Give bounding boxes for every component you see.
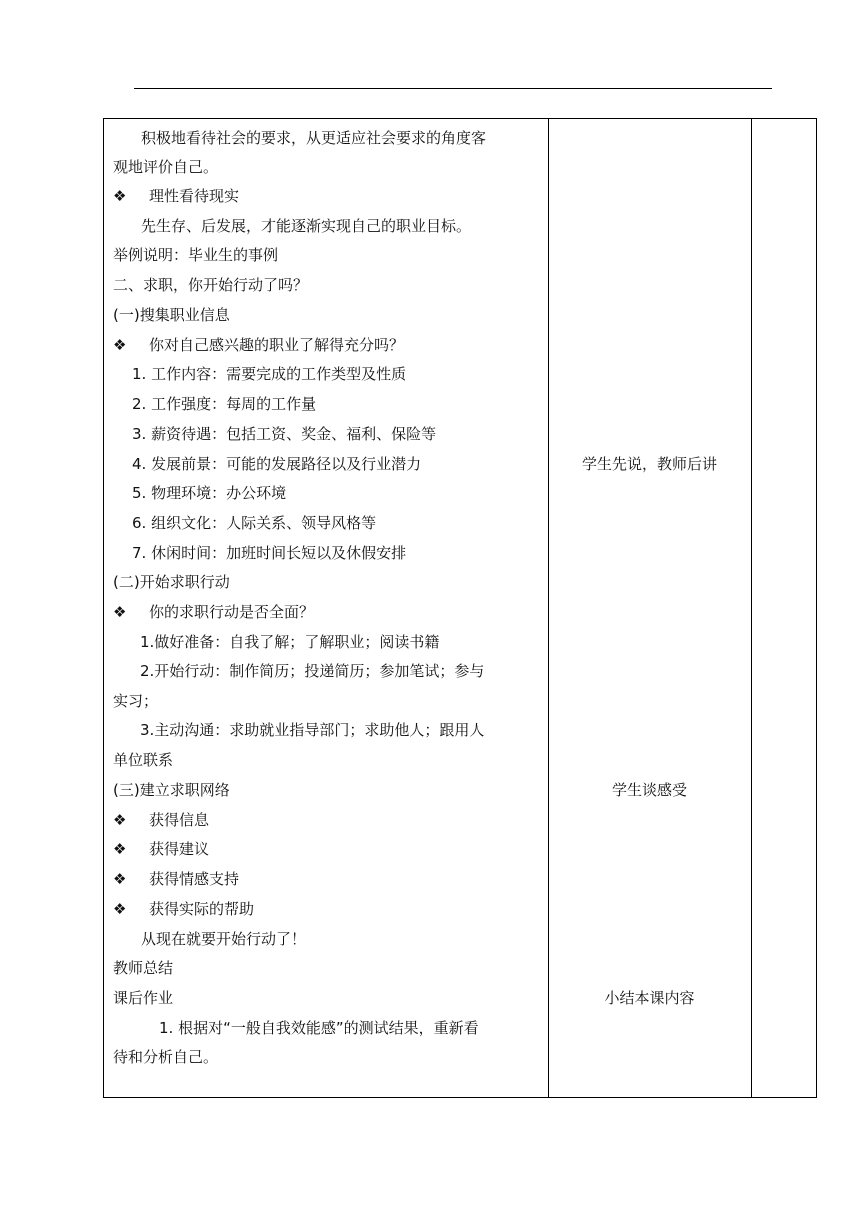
- text-line: 从现在就要开始行动了！: [141, 930, 307, 948]
- bullet-item: ❖ 获得实际的帮助: [113, 900, 255, 918]
- numbered-item: 4. 发展前景：可能的发展路径以及行业潜力: [132, 455, 422, 473]
- numbered-item: 1. 根据对“一般自我效能感”的测试结果，重新看: [159, 1019, 479, 1037]
- diamond-bullet-icon: ❖: [113, 187, 127, 205]
- text-line: 实习；: [113, 692, 159, 710]
- diamond-bullet-icon: ❖: [113, 840, 127, 858]
- bullet-item: ❖ 获得建议: [113, 840, 210, 858]
- subsection-heading: (一)搜集职业信息: [113, 306, 230, 324]
- diamond-bullet-icon: ❖: [113, 603, 127, 621]
- numbered-item: 6. 组织文化：人际关系、领导风格等: [132, 514, 377, 532]
- section-heading: 二、求职，你开始行动了吗？: [113, 276, 309, 294]
- bullet-item: ❖ 获得情感支持: [113, 870, 240, 888]
- header-rule: [134, 88, 772, 89]
- text-line: 待和分析自己。: [113, 1048, 219, 1066]
- numbered-item: 1.做好准备：自我了解；了解职业；阅读书籍: [140, 633, 440, 651]
- text-line: 积极地看待社会的要求，从更适应社会要求的角度客: [141, 129, 487, 147]
- text-line: 先生存、后发展，才能逐渐实现自己的职业目标。: [141, 217, 472, 235]
- teaching-method-note: 学生谈感受: [611, 781, 687, 799]
- numbered-item: 1. 工作内容：需要完成的工作类型及性质: [132, 365, 407, 383]
- text-line: 课后作业: [113, 989, 174, 1007]
- bullet-item: ❖ 理性看待现实: [113, 187, 240, 205]
- text-line: 教师总结: [113, 959, 174, 977]
- column-divider: [548, 119, 549, 1097]
- numbered-item: 2. 工作强度：每周的工作量: [132, 395, 317, 413]
- numbered-item: 5. 物理环境：办公环境: [132, 484, 287, 502]
- numbered-item: 3.主动沟通：求助就业指导部门；求助他人；跟用人: [140, 721, 485, 739]
- subsection-heading: (三)建立求职网络: [113, 781, 230, 799]
- teaching-method-note: 小结本课内容: [604, 989, 695, 1007]
- numbered-item: 2.开始行动：制作简历；投递简历；参加笔试；参与: [140, 662, 485, 680]
- text-line: 观地评价自己。: [113, 158, 219, 176]
- text-line: 单位联系: [113, 751, 174, 769]
- column-divider: [751, 119, 752, 1097]
- diamond-bullet-icon: ❖: [113, 811, 127, 829]
- diamond-bullet-icon: ❖: [113, 336, 127, 354]
- numbered-item: 3. 薪资待遇：包括工资、奖金、福利、保险等: [132, 425, 437, 443]
- bullet-item: ❖ 你的求职行动是否全面？: [113, 603, 315, 621]
- bullet-item: ❖ 你对自己感兴趣的职业了解得充分吗？: [113, 336, 405, 354]
- numbered-item: 7. 休闲时间：加班时间长短以及休假安排: [132, 544, 407, 562]
- text-line: 举例说明：毕业生的事例: [113, 246, 279, 264]
- teaching-method-note: 学生先说，教师后讲: [581, 455, 717, 473]
- diamond-bullet-icon: ❖: [113, 900, 127, 918]
- subsection-heading: (二)开始求职行动: [113, 573, 230, 591]
- bullet-item: ❖ 获得信息: [113, 811, 210, 829]
- diamond-bullet-icon: ❖: [113, 870, 127, 888]
